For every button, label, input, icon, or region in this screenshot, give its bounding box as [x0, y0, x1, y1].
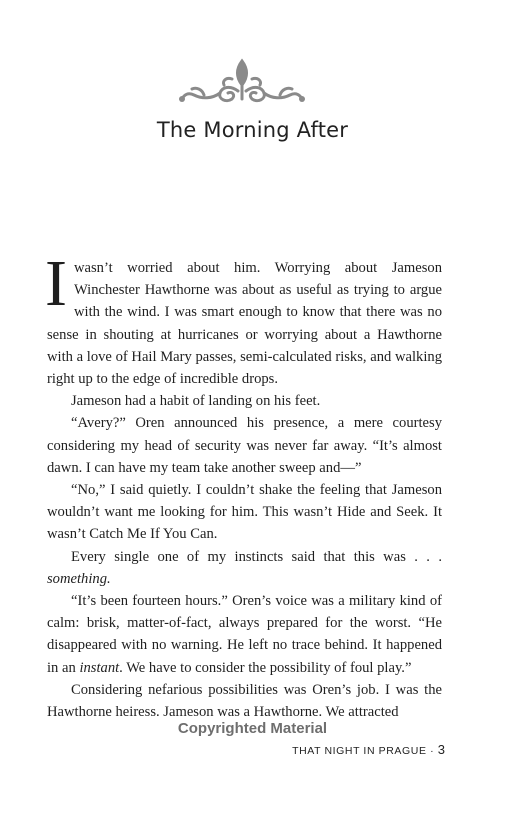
footer-separator: ·	[430, 745, 435, 757]
running-footer	[292, 742, 445, 757]
paragraph-2: Jameson had a habit of landing on his feet.	[71, 393, 321, 410]
paragraph-1-text: wasn’t worried about him. Worrying about Jameson Winchester Hawthorne was about as useful as trying to argue with the wind. I was smart enough to know that there was no sense in shouting at hurricanes or worrying about a Hawthorne with a love of Hail Mary passes, semi-calculated risks, and walking right up to the edge of incredible drops.	[47, 260, 442, 388]
paragraph-6-text-a: “It’s been fourteen hours.” Oren’s voice was a military kind of calm: brisk, matter-of-fact, always prepared for the worst. “He disappeared with no warning. He left no trace behind. It happened in an	[47, 593, 442, 676]
paragraph-4: “No,” I said quietly. I couldn’t shake the feeling that Jameson wouldn’t want me looking for him. This wasn’t Hide and Seek. It wasn’t Catch Me If You Can.	[47, 482, 442, 543]
paragraph-5-text: Every single one of my instincts said that this was . . .	[71, 548, 442, 565]
paragraph-5-emphasis: something.	[47, 570, 111, 587]
paragraph-5	[47, 546, 442, 590]
copyright-watermark: Copyrighted Material	[177, 720, 328, 737]
page-number: 3	[437, 742, 445, 757]
paragraph-6-text-b: . We have to consider the possibility of foul play.”	[119, 659, 412, 676]
chapter-title: The Morning After	[156, 118, 349, 142]
paragraph-7: Considering nefarious possibilities was Oren’s job. I was the Hawthorne heiress. Jameson was a Hawthorne. We attracted	[47, 681, 442, 721]
running-title: THAT NIGHT IN PRAGUE	[292, 745, 427, 757]
paragraph-3: “Avery?” Oren announced his presence, a mere courtesy considering my head of security was never far away. “It’s almost dawn. I can have my team take another sweep and—”	[47, 415, 442, 476]
paragraph-6	[47, 590, 442, 679]
paragraph-1	[45, 247, 442, 390]
drop-cap: I	[45, 247, 67, 320]
scroll-ornament-icon	[176, 55, 308, 107]
paragraph-6-emphasis: instant	[79, 659, 120, 676]
body-text	[45, 247, 442, 723]
